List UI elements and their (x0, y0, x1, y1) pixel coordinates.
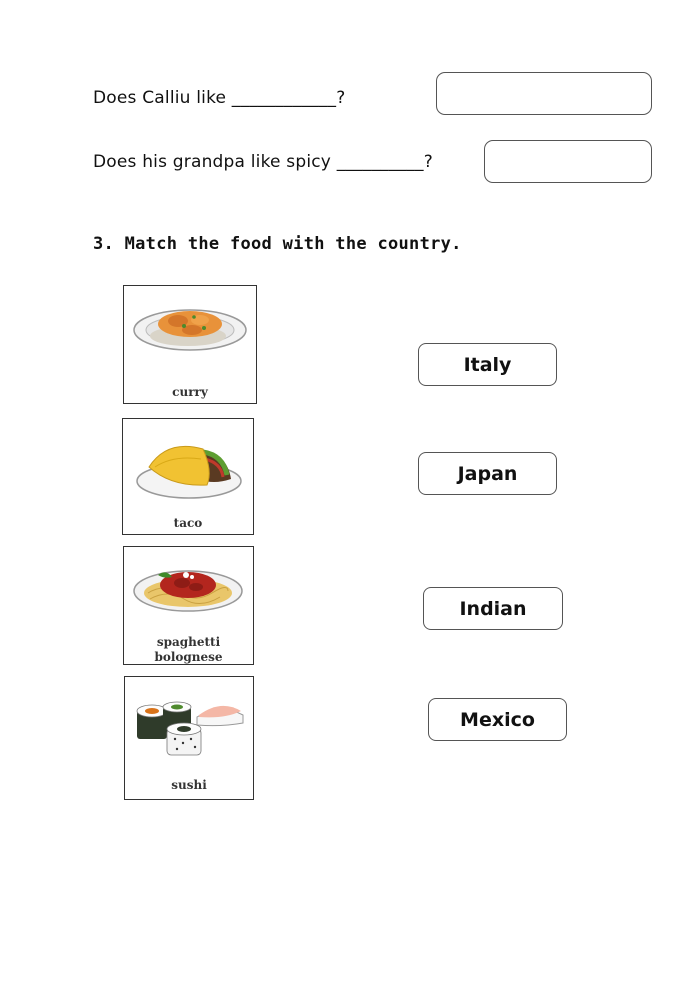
question-2-suffix: ? (423, 152, 433, 172)
food-label-spaghetti (124, 635, 253, 665)
food-label-sushi: sushi (171, 778, 207, 792)
food-label-spaghetti-line1: spaghetti (156, 635, 221, 649)
country-box-japan[interactable]: Japan (418, 452, 557, 495)
answer-box-2[interactable] (484, 140, 652, 183)
country-box-italy[interactable]: Italy (418, 343, 557, 386)
question-1-prefix: Does Calliu like (93, 88, 232, 108)
country-box-mexico[interactable]: Mexico (428, 698, 567, 741)
question-2 (93, 152, 433, 172)
country-box-indian[interactable]: Indian (423, 587, 563, 630)
answer-box-1[interactable] (436, 72, 652, 115)
food-label-spaghetti-line2: bolognese (154, 650, 223, 664)
question-2-blank: __________ (336, 152, 424, 172)
question-2-prefix: Does his grandpa like spicy (93, 152, 337, 172)
food-card-taco[interactable] (122, 418, 254, 535)
food-label-taco: taco (173, 516, 203, 530)
food-card-spaghetti-bolognese[interactable] (123, 546, 254, 665)
food-card-curry[interactable] (123, 285, 257, 404)
question-1-blank: ____________ (231, 88, 337, 108)
question-1 (93, 88, 345, 108)
food-label-curry: curry (172, 385, 208, 399)
question-1-suffix: ? (336, 88, 346, 108)
section-title: 3. Match the food with the country. (93, 234, 462, 254)
food-card-sushi[interactable] (124, 676, 254, 800)
